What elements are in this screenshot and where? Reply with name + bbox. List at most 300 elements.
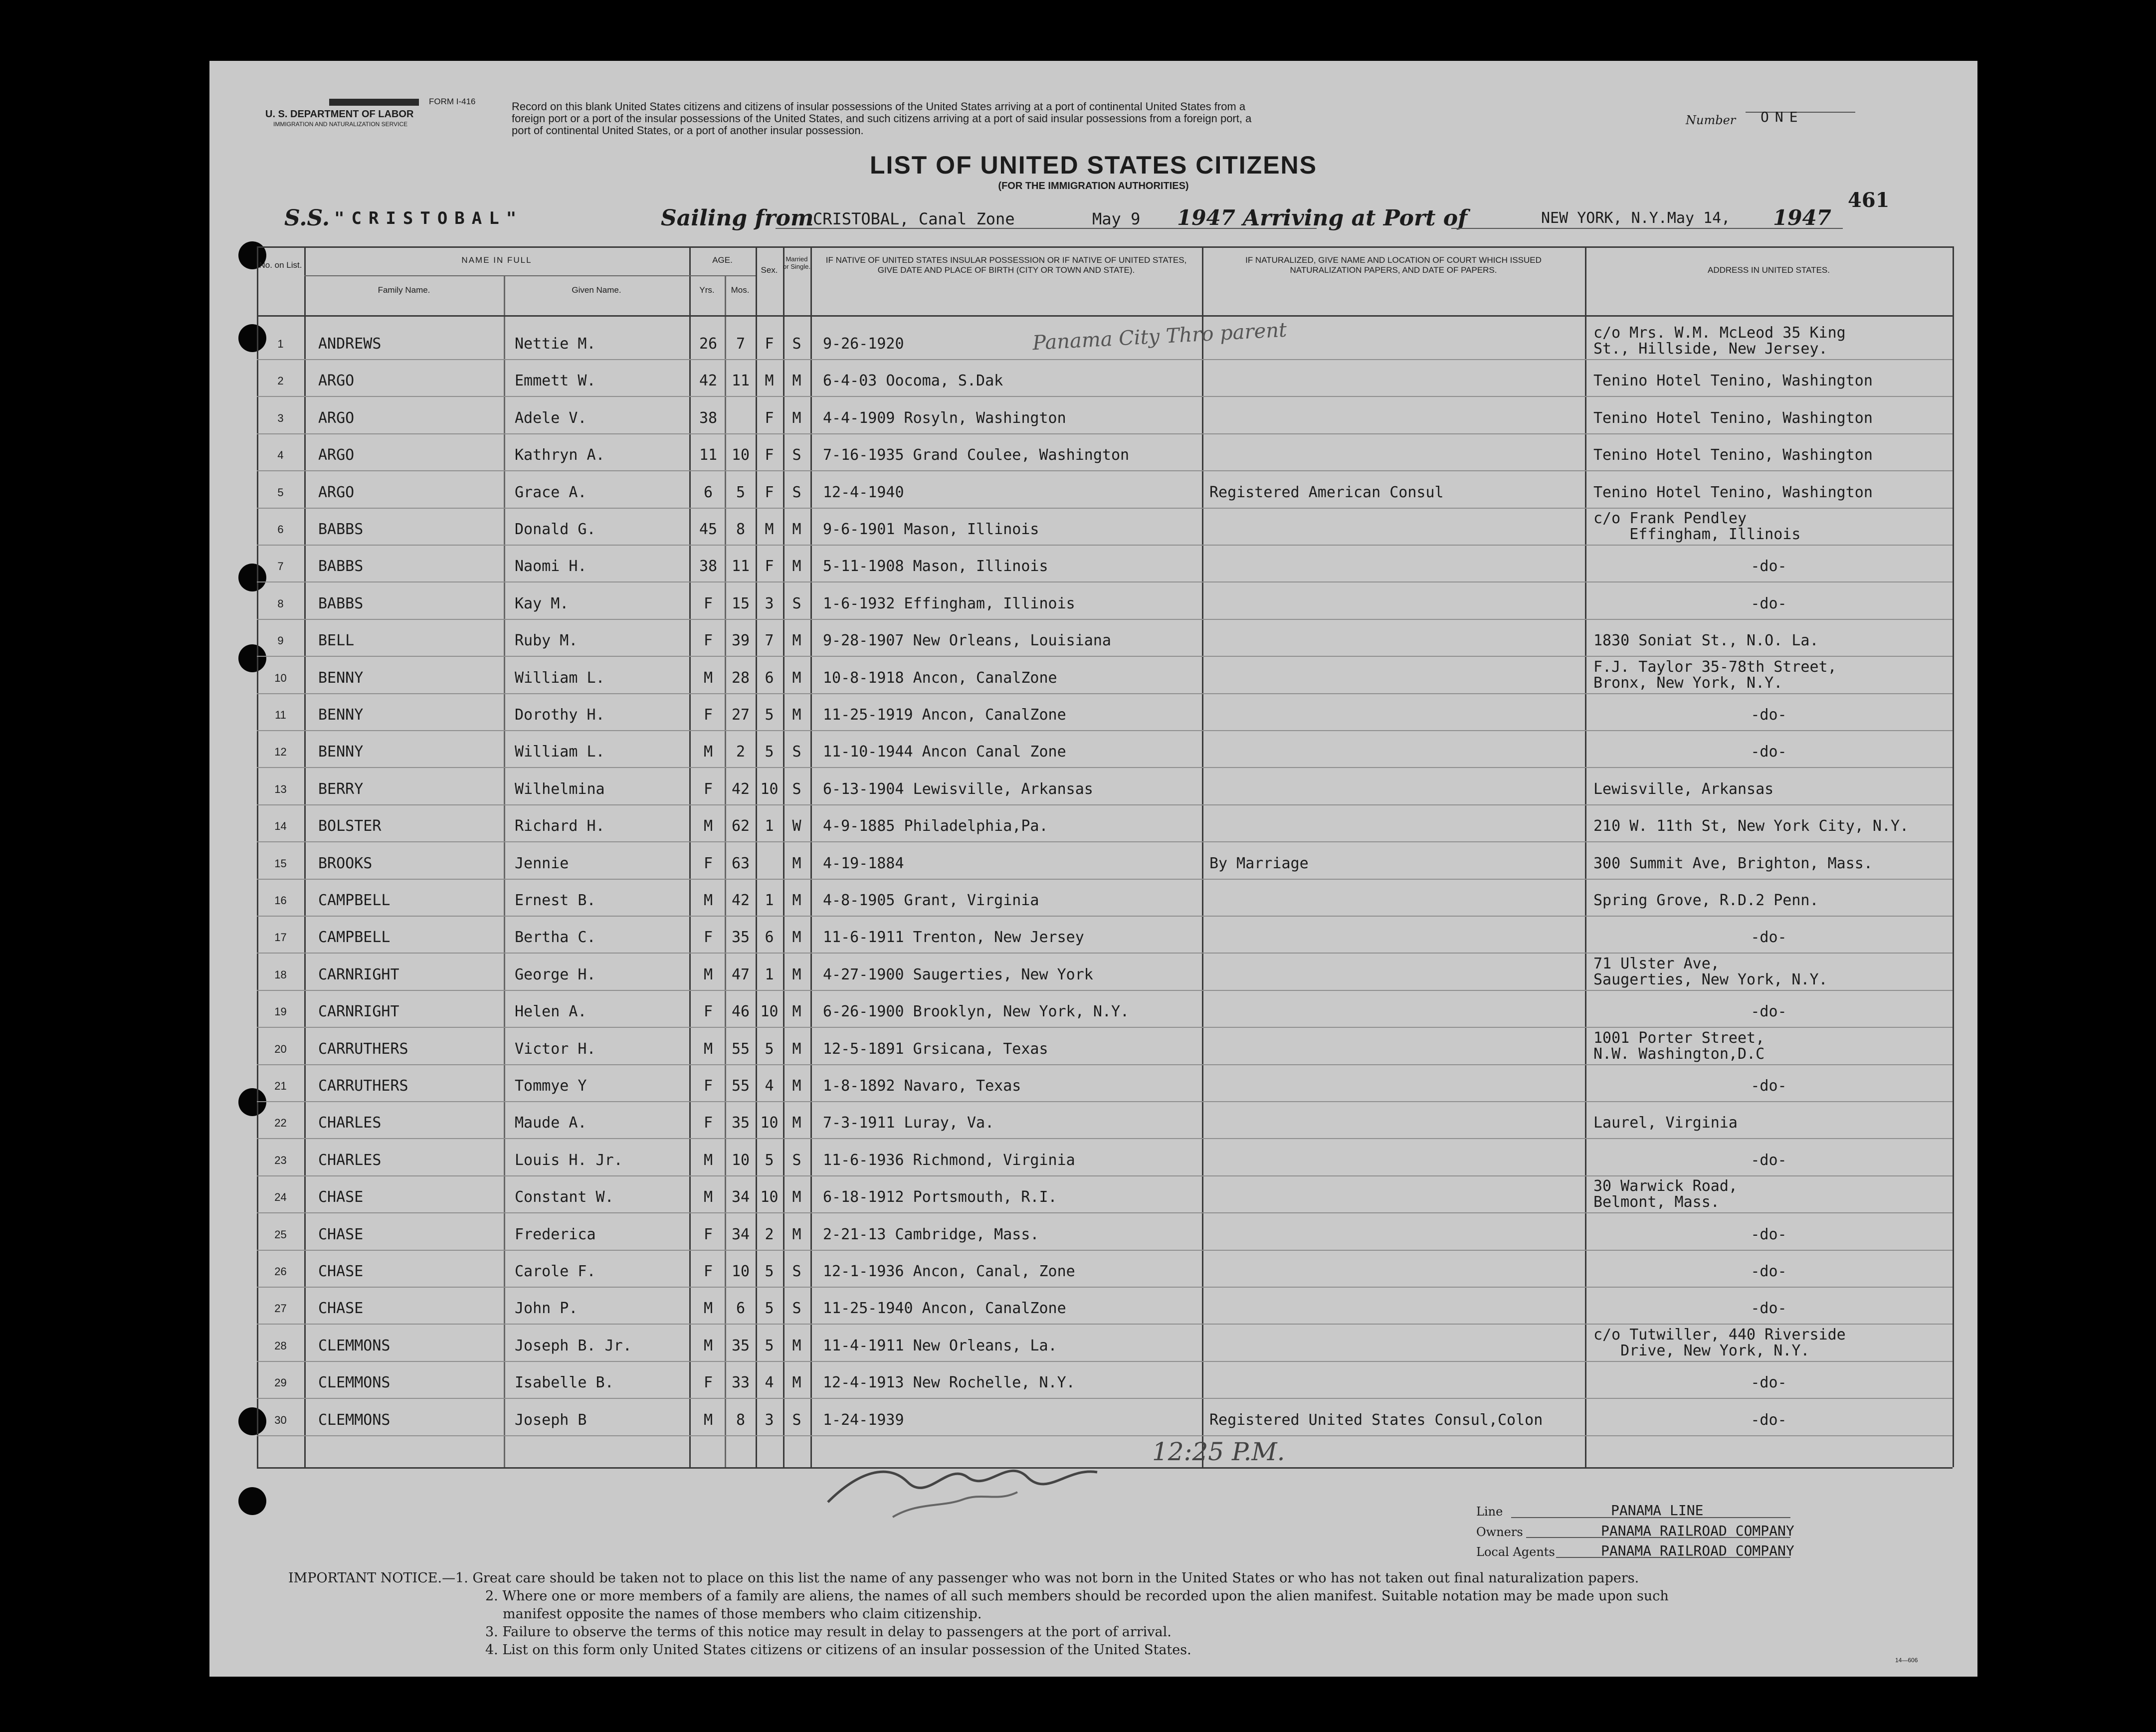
marital-status: M [792, 892, 801, 909]
sex: 5 [765, 706, 774, 724]
marital-status: M [792, 632, 801, 649]
row-divider [257, 1101, 1953, 1102]
row-number: 9 [277, 634, 284, 647]
birth-info: 5-11-1908 Mason, Illinois [823, 558, 1048, 575]
ship-name: "CRISTOBAL" [334, 208, 524, 228]
address [1585, 596, 1953, 612]
sex: F [765, 446, 774, 464]
row-number: 10 [274, 672, 287, 684]
row-divider [257, 693, 1953, 694]
given-name: Grace A. [515, 484, 587, 501]
record-instructions: Record on this blank United States citizens and citizens of insular possessions of the United States arriving at a port of continental United States from a foreign port or a port of the insular possessions of the United States, and such citizens arriving at a port of said insular possessions from a foreign port, a port of continental United States, or a port of another insular possession. [512, 100, 1252, 137]
naturalization: Registered American Consul [1209, 484, 1444, 501]
address [1585, 1301, 1953, 1317]
given-name: Maude A. [515, 1114, 587, 1132]
family-name: CLEMMONS [318, 1411, 391, 1429]
address [1585, 707, 1953, 723]
given-name: George H. [515, 966, 596, 983]
row-number: 27 [274, 1302, 287, 1315]
age-years: 45 [699, 521, 718, 538]
address [1585, 1004, 1953, 1020]
age-years: 6 [703, 484, 713, 501]
age-months: 39 [731, 632, 750, 649]
given-name: Louis H. Jr. [515, 1152, 623, 1169]
address [1593, 325, 1846, 357]
given-name: William L. [515, 743, 605, 761]
age-years: F [703, 1114, 713, 1132]
given-name: Ernest B. [515, 892, 596, 909]
age-years: 38 [699, 409, 718, 427]
birth-info: 1-8-1892 Navaro, Texas [823, 1077, 1021, 1095]
address [1585, 1375, 1953, 1391]
address [1585, 1078, 1953, 1094]
row-number: 4 [277, 449, 284, 461]
line-label: Line [1476, 1505, 1503, 1519]
owners-value: PANAMA RAILROAD COMPANY [1601, 1523, 1794, 1539]
form-number: FORM I-416 [429, 97, 476, 106]
family-name: CHASE [318, 1263, 364, 1280]
age-years: M [703, 743, 713, 761]
row-number: 15 [274, 857, 287, 870]
age-years: F [703, 1226, 713, 1243]
address-line-1: Tenino Hotel Tenino, Washington [1593, 372, 1873, 389]
row-divider [257, 470, 1953, 471]
sex: 5 [765, 1040, 774, 1058]
row-divider [257, 916, 1953, 917]
service-label: IMMIGRATION AND NATURALIZATION SERVICE [273, 121, 408, 128]
marital-status: M [792, 855, 801, 872]
sex: 3 [765, 1411, 774, 1429]
row-divider [257, 433, 1953, 434]
age-years: F [703, 632, 713, 649]
birth-info: 2-21-13 Cambridge, Mass. [823, 1226, 1039, 1243]
sex: 1 [765, 817, 774, 835]
notice-item-2b: manifest opposite the names of those members who claim citizenship. [503, 1606, 982, 1622]
given-name: Joseph B. Jr. [515, 1337, 632, 1354]
birth-info: 7-16-1935 Grand Coulee, Washington [823, 446, 1130, 464]
given-name: Kathryn A. [515, 446, 605, 464]
header-married: Married or Single. [783, 255, 810, 270]
departure-port: CRISTOBAL, Canal Zone [813, 209, 1015, 228]
address-line-1: 1830 Soniat St., N.O. La. [1593, 632, 1819, 649]
birth-info: 4-8-1905 Grant, Virginia [823, 892, 1039, 909]
given-name: Tommye Y [515, 1077, 587, 1095]
handwritten-note: Panama City Thro parent [1032, 318, 1288, 355]
address-line-1: 30 Warwick Road, [1593, 1177, 1738, 1195]
address-line-2: Effingham, Illinois [1593, 526, 1801, 543]
address [1593, 659, 1837, 691]
birth-info: 11-25-1919 Ancon, CanalZone [823, 706, 1066, 724]
age-months: 33 [731, 1374, 750, 1391]
row-divider [257, 953, 1953, 954]
sex: F [765, 409, 774, 427]
address [1593, 1178, 1738, 1210]
given-name: Constant W. [515, 1188, 614, 1206]
age-years: F [703, 595, 713, 612]
header-family-name: Family Name. [378, 285, 430, 295]
age-years: M [703, 1411, 713, 1429]
age-months: 47 [731, 966, 750, 983]
family-name: ARGO [318, 372, 355, 389]
marital-status: S [792, 743, 801, 761]
family-name: CAMPBELL [318, 892, 391, 909]
row-divider [257, 1435, 1953, 1436]
family-name: CARNRIGHT [318, 966, 399, 983]
address [1593, 410, 1873, 426]
header-sex: Sex. [761, 265, 778, 275]
row-number: 19 [274, 1005, 287, 1018]
birth-info: 1-24-1939 [823, 1411, 904, 1429]
sex: 1 [765, 892, 774, 909]
given-name: Isabelle B. [515, 1374, 614, 1391]
sex: 10 [760, 1114, 779, 1132]
age-months: 10 [731, 446, 750, 464]
sex: F [765, 335, 774, 353]
marital-status: M [792, 558, 801, 575]
row-number: 28 [274, 1340, 287, 1352]
row-number: 16 [274, 894, 287, 907]
address-line-2: Drive, New York, N.Y. [1593, 1342, 1810, 1359]
family-name: BABBS [318, 558, 364, 575]
marital-status: M [792, 521, 801, 538]
age-months: 35 [731, 1114, 750, 1132]
owners-label: Owners [1476, 1525, 1523, 1539]
address-line-1: Lewisville, Arkansas [1593, 780, 1774, 798]
print-code: 14—606 [1895, 1657, 1918, 1664]
address [1593, 447, 1873, 463]
marital-status: S [792, 1152, 801, 1169]
age-years: 42 [699, 372, 718, 389]
agents-value: PANAMA RAILROAD COMPANY [1601, 1542, 1794, 1559]
address-line-1: c/o Mrs. W.M. McLeod 35 King [1593, 324, 1846, 342]
row-number: 26 [274, 1265, 287, 1278]
given-name: Ruby M. [515, 632, 578, 649]
family-name: BENNY [318, 669, 364, 687]
family-name: ARGO [318, 446, 355, 464]
address [1593, 633, 1819, 649]
header-given-name: Given Name. [572, 285, 621, 295]
age-years: 26 [699, 335, 718, 353]
address-line-1: 1001 Porter Street, [1593, 1029, 1765, 1047]
address-line-2: Saugerties, New York, N.Y. [1593, 971, 1828, 988]
family-name: BENNY [318, 743, 364, 761]
birth-info: 1-6-1932 Effingham, Illinois [823, 595, 1075, 612]
address-line-1: Tenino Hotel Tenino, Washington [1593, 484, 1873, 501]
address [1585, 559, 1953, 575]
age-months: 34 [731, 1226, 750, 1243]
address-line-1: -do- [1751, 743, 1787, 761]
sex: F [765, 558, 774, 575]
marital-status: S [792, 780, 801, 798]
age-months: 35 [731, 929, 750, 946]
page-number: 461 [1848, 189, 1890, 212]
marital-status: S [792, 1263, 801, 1280]
sex: 1 [765, 966, 774, 983]
notice-item-1: —1. Great care should be taken not to place on this list the name of any passenger who was not born in the United States or who has not taken out final naturalization papers. [442, 1570, 1639, 1586]
age-months: 62 [731, 817, 750, 835]
address [1585, 744, 1953, 760]
sailing-label: Sailing from [661, 205, 814, 231]
list-number: ONE [1761, 109, 1804, 125]
row-number: 5 [277, 486, 284, 499]
address-line-1: -do- [1751, 929, 1787, 946]
address [1593, 956, 1828, 988]
row-number: 13 [274, 783, 287, 795]
age-months: 5 [736, 484, 746, 501]
sex: 5 [765, 1152, 774, 1169]
header-address: ADDRESS IN UNITED STATES. [1708, 265, 1830, 275]
age-months: 8 [736, 1411, 746, 1429]
birth-info: 6-4-03 Oocoma, S.Dak [823, 372, 1003, 389]
notice-title: IMPORTANT NOTICE. [288, 1570, 442, 1586]
row-divider [257, 619, 1953, 620]
row-divider [257, 804, 1953, 805]
age-months: 6 [736, 1300, 746, 1317]
sex: 6 [765, 669, 774, 687]
ss-label: S.S. [284, 205, 330, 231]
address-line-1: -do- [1751, 1226, 1787, 1243]
age-months: 42 [731, 780, 750, 798]
family-name: BROOKS [318, 855, 373, 872]
naturalization: Registered United States Consul,Colon [1209, 1411, 1543, 1429]
given-name: John P. [515, 1300, 578, 1317]
header-age: AGE. [712, 255, 733, 265]
address-line-1: -do- [1751, 558, 1787, 575]
marital-status: S [792, 484, 801, 501]
address-line-1: -do- [1751, 1374, 1787, 1391]
row-number: 29 [274, 1376, 287, 1389]
birth-info: 6-26-1900 Brooklyn, New York, N.Y. [823, 1003, 1130, 1020]
address-line-1: Spring Grove, R.D.2 Penn. [1593, 892, 1819, 909]
line-value: PANAMA LINE [1611, 1502, 1704, 1519]
age-months: 63 [731, 855, 750, 872]
sex: 3 [765, 595, 774, 612]
row-number: 8 [277, 597, 284, 610]
age-months: 34 [731, 1188, 750, 1206]
given-name: Joseph B [515, 1411, 587, 1429]
family-name: CLEMMONS [318, 1337, 391, 1354]
age-months: 55 [731, 1077, 750, 1095]
marital-status: M [792, 1114, 801, 1132]
sex: 10 [760, 1003, 779, 1020]
age-months: 27 [731, 706, 750, 724]
given-name: William L. [515, 669, 605, 687]
row-divider [257, 1027, 1953, 1028]
age-months: 10 [731, 1263, 750, 1280]
birth-info: 11-4-1911 New Orleans, La. [823, 1337, 1057, 1354]
marital-status: M [792, 1188, 801, 1206]
marital-status: M [792, 372, 801, 389]
age-months: 46 [731, 1003, 750, 1020]
marital-status: W [792, 817, 801, 835]
family-name: BENNY [318, 706, 364, 724]
address-line-1: Tenino Hotel Tenino, Washington [1593, 409, 1873, 427]
row-number: 21 [274, 1080, 287, 1092]
row-number: 12 [274, 746, 287, 758]
row-divider [257, 1324, 1953, 1325]
birth-info: 12-4-1940 [823, 484, 904, 501]
signature-time: 12:25 P.M. [1152, 1437, 1285, 1466]
address-line-2: St., Hillside, New Jersey. [1593, 340, 1828, 358]
notice-item-2a: 2. Where one or more members of a family are aliens, the names of all such members should be recorded upon the alien manifest. Suitable notation may be made upon such [485, 1588, 1669, 1604]
birth-info: 10-8-1918 Ancon, CanalZone [823, 669, 1057, 687]
marital-status: M [792, 409, 801, 427]
given-name: Carole F. [515, 1263, 596, 1280]
row-divider [257, 656, 1953, 657]
header-birth: IF NATIVE OF UNITED STATES INSULAR POSSESSION OR IF NATIVE OF UNITED STATES, GIVE DATE AND PLACE OF BIRTH (CITY OR TOWN AND STATE). [825, 255, 1187, 275]
marital-status: M [792, 706, 801, 724]
given-name: Naomi H. [515, 558, 587, 575]
age-years: M [703, 1337, 713, 1354]
address [1585, 1412, 1953, 1428]
given-name: Frederica [515, 1226, 596, 1243]
address-line-1: F.J. Taylor 35-78th Street, [1593, 658, 1837, 676]
sex: 4 [765, 1077, 774, 1095]
arriving-label: Arriving at Port of [1243, 205, 1468, 231]
given-name: Bertha C. [515, 929, 596, 946]
birth-info: 6-18-1912 Portsmouth, R.I. [823, 1188, 1057, 1206]
age-months: 35 [731, 1337, 750, 1354]
birth-info: 7-3-1911 Luray, Va. [823, 1114, 994, 1132]
given-name: Wilhelmina [515, 780, 605, 798]
address-line-2: Bronx, New York, N.Y. [1593, 674, 1783, 692]
family-name: BERRY [318, 780, 364, 798]
marital-status: M [792, 1040, 801, 1058]
sex: 5 [765, 1263, 774, 1280]
given-name: Victor H. [515, 1040, 596, 1058]
row-divider [257, 990, 1953, 991]
header-months: Mos. [731, 285, 750, 295]
age-years: M [703, 1300, 713, 1317]
given-name: Nettie M. [515, 335, 596, 353]
given-name: Kay M. [515, 595, 569, 612]
given-name: Adele V. [515, 409, 587, 427]
marital-status: M [792, 1374, 801, 1391]
notice-item-3: 3. Failure to observe the terms of this notice may result in delay to passengers at the port of arrival. [485, 1624, 1172, 1640]
address-line-1: -do- [1751, 706, 1787, 724]
age-months: 55 [731, 1040, 750, 1058]
row-number: 24 [274, 1191, 287, 1203]
address [1593, 1030, 1764, 1062]
birth-info: 12-1-1936 Ancon, Canal, Zone [823, 1263, 1075, 1280]
row-divider [257, 396, 1953, 397]
address-line-1: -do- [1751, 1152, 1787, 1169]
marital-status: S [792, 446, 801, 464]
arrival-port: NEW YORK, N.Y.May 14, [1541, 209, 1731, 227]
marital-status: M [792, 966, 801, 983]
marital-status: M [792, 1003, 801, 1020]
row-divider [257, 545, 1953, 546]
age-months: 10 [731, 1152, 750, 1169]
birth-info: 4-27-1900 Saugerties, New York [823, 966, 1093, 983]
sex: 4 [765, 1374, 774, 1391]
sex: 7 [765, 632, 774, 649]
row-divider [257, 767, 1953, 768]
row-number: 6 [277, 523, 284, 536]
age-years: M [703, 1188, 713, 1206]
address-line-1: c/o Frank Pendley [1593, 510, 1747, 527]
sex: 10 [760, 780, 779, 798]
header-no: No. on List. [259, 260, 302, 270]
age-years: F [703, 1003, 713, 1020]
birth-info: 11-6-1936 Richmond, Virginia [823, 1152, 1075, 1169]
age-years: M [703, 669, 713, 687]
age-months: 42 [731, 892, 750, 909]
age-years: 38 [699, 558, 718, 575]
age-months: 11 [731, 372, 750, 389]
age-months: 15 [731, 595, 750, 612]
sex: 5 [765, 743, 774, 761]
sailing-year: 1947 [1177, 205, 1235, 230]
family-name: BELL [318, 632, 355, 649]
header-years: Yrs. [699, 285, 715, 295]
page-subtitle: (FOR THE IMMIGRATION AUTHORITIES) [998, 181, 1189, 192]
sex: M [765, 372, 774, 389]
address [1593, 1115, 1738, 1131]
row-number: 2 [277, 375, 284, 387]
marital-status: M [792, 929, 801, 946]
row-divider [257, 1064, 1953, 1065]
agents-label: Local Agents [1476, 1545, 1555, 1559]
naturalization: By Marriage [1209, 855, 1309, 872]
age-years: F [703, 780, 713, 798]
row-divider [257, 1287, 1953, 1288]
age-years: M [703, 966, 713, 983]
birth-info: 12-5-1891 Grsicana, Texas [823, 1040, 1048, 1058]
address-line-1: 210 W. 11th St, New York City, N.Y. [1593, 817, 1909, 835]
row-divider [257, 1361, 1953, 1362]
birth-info: 11-6-1911 Trenton, New Jersey [823, 929, 1084, 946]
address-line-2: Belmont, Mass. [1593, 1193, 1720, 1211]
sailing-date: May 9 [1092, 209, 1141, 228]
given-name: Emmett W. [515, 372, 596, 389]
row-number: 14 [274, 820, 287, 832]
important-notice [288, 1569, 1934, 1659]
address [1593, 485, 1873, 501]
marital-status: S [792, 1300, 801, 1317]
row-divider [257, 1175, 1953, 1176]
row-divider [257, 1138, 1953, 1139]
redaction-bar [329, 99, 419, 106]
marital-status: S [792, 335, 801, 353]
age-years: F [703, 1374, 713, 1391]
family-name: CHARLES [318, 1152, 382, 1169]
marital-status: M [792, 1337, 801, 1354]
age-years: F [703, 1263, 713, 1280]
address [1593, 511, 1800, 543]
birth-info: 4-4-1909 Rosyln, Washington [823, 409, 1066, 427]
row-number: 25 [274, 1228, 287, 1241]
family-name: ANDREWS [318, 335, 382, 353]
age-months: 2 [736, 743, 746, 761]
header-naturalized: IF NATURALIZED, GIVE NAME AND LOCATION OF COURT WHICH ISSUED NATURALIZATION PAPERS, AND DATE OF PAPERS. [1245, 255, 1542, 275]
marital-status: S [792, 1411, 801, 1429]
row-divider [257, 1250, 1953, 1251]
family-name: CHARLES [318, 1114, 382, 1132]
birth-info: 12-4-1913 New Rochelle, N.Y. [823, 1374, 1075, 1391]
punch-hole [238, 1487, 266, 1515]
age-months: 7 [736, 335, 746, 353]
header-name-in-full: NAME IN FULL [461, 255, 532, 265]
signature-scrawl [818, 1442, 1137, 1522]
marital-status: M [792, 1077, 801, 1095]
family-name: BOLSTER [318, 817, 382, 835]
arrival-year: 1947 [1773, 205, 1831, 230]
family-name: CAMPBELL [318, 929, 391, 946]
row-number: 3 [277, 412, 284, 424]
address [1585, 1227, 1953, 1243]
marital-status: M [792, 669, 801, 687]
